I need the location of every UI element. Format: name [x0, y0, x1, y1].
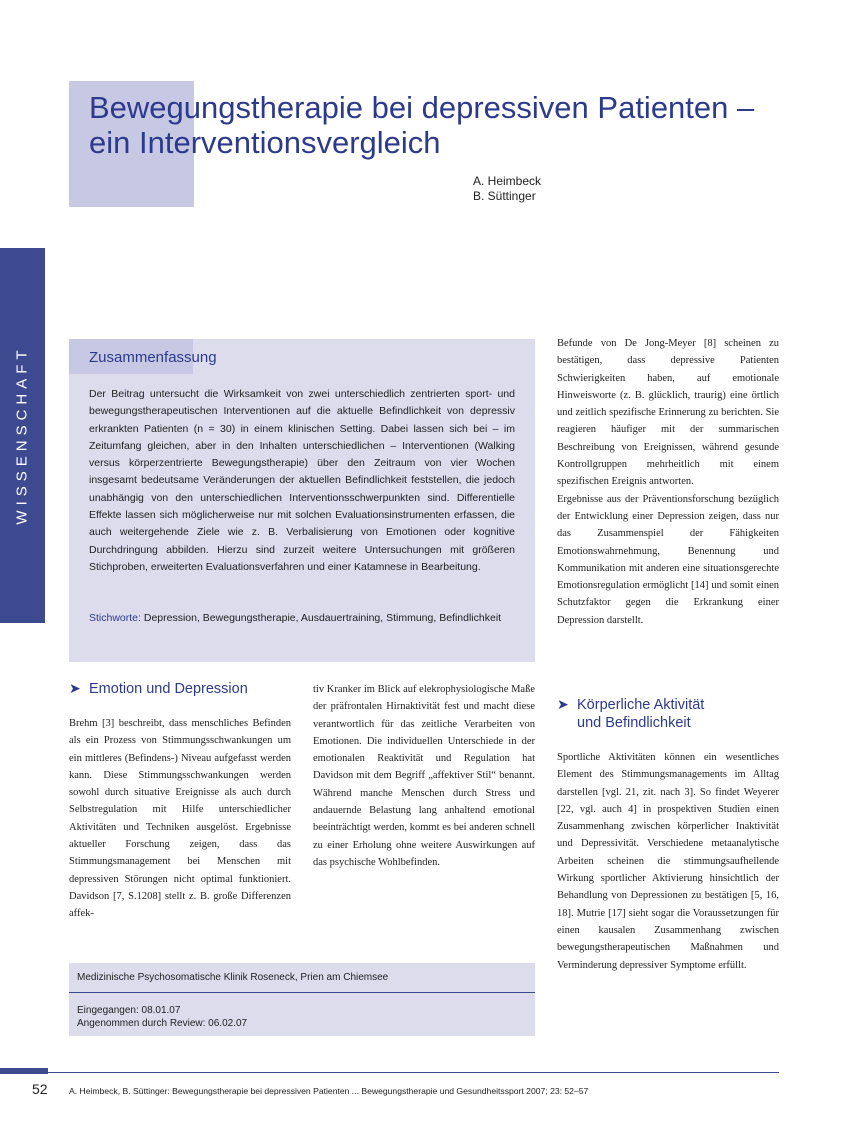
- footer-citation: A. Heimbeck, B. Süttinger: Bewegungstherapie bei depressiven Patienten ... Bewegungstherapie und Gesundheitssport 2007; 23: 52–57: [69, 1086, 589, 1096]
- body-column-3-bottom: Sportliche Aktivitäten können ein wesentliches Element des Stimmungsmanagements im Alltag darstellen [vgl. 21, zit. nach 3]. So findet Weyerer [22, vgl. auch 4] in prospektiven Studien einen Zusammenhang zwischen körperlicher Inaktivität und Depressivität. Verschiedene metaanalytische Arbeiten scheinen die stimmungsaufhellende Wirkung sportlicher Aktivierung hinsichtlich der Behandlung von Depressionen zu bestätigen [5, 16, 18]. Mutrie [17] sieht sogar die Voraussetzungen für einen kausalen Zusammenhang zwischen bewegungstherapeutischen Maßnahmen und Verminderung depressiver Symptome erfüllt.: [557, 752, 779, 971]
- affiliation-divider: [69, 992, 535, 993]
- abstract-heading: Zusammenfassung: [89, 349, 217, 366]
- section-heading-line-1: Körperliche Aktivität: [577, 697, 705, 713]
- section-heading-emotion: [69, 679, 299, 698]
- abstract-text: Der Beitrag untersucht die Wirksamkeit von zwei unterschiedlich zentrierten sport- und bewegungstherapeutischen Interventionen auf die aktuelle Befindlichkeit von depressiv erkrankten Patienten (n = 30) in einem klinischen Setting. Dabei lassen sich bei – im Zeitumfang gleichen, aber in den Inhalten unterschiedlichen – Interventionen (Walking versus körperzentrierte Bewegungstherapie) über den Zeitraum von vier Wochen insgesamt bedeutsame Veränderungen der aktuellen Befindlichkeit feststellen, die jedoch unabhängig von den unterschiedlichen Interventionsschwerpunkten sind. Differentielle Effekte lassen sich möglicherweise nur mit solchen Evaluationsinstrumenten erfassen, die auch weitergehende Ziele wie z. B. Verbalisierung von Emotionen oder kognitive Durchdringung abbilden. Hierzu sind zurzeit weitere Untersuchungen mit größeren Stichproben, erweiterten Evaluationsverfahren und einer Katamnese in Bearbeitung.: [89, 388, 515, 573]
- title-line-2: ein Interventionsvergleich: [89, 125, 441, 160]
- section-heading-line-2: und Befindlichkeit: [577, 715, 691, 731]
- keywords-label: Stichworte:: [89, 612, 141, 624]
- paragraph: Befunde von De Jong-Meyer [8] scheinen zu bestätigen, dass depressive Patienten Schwierigkeiten haben, auf emotionale Hinweisworte (z. B. glücklich, traurig) eine örtlich und zeitlich spezifische Erinnerung zu berichten. Sie reagieren häufiger mit der summarischen Beschreibung von Ereignissen, während gesunde Kontrollgruppen mehrheitlich mit einem spezifischen Ereignis antworten.: [557, 338, 779, 488]
- keywords-list: Depression, Bewegungstherapie, Ausdauertraining, Stimmung, Befindlichkeit: [143, 612, 502, 624]
- received-date: Eingegangen: 08.01.07: [77, 1005, 181, 1016]
- author-2: B. Süttinger: [473, 189, 536, 203]
- arrow-right-icon: ➤: [557, 696, 569, 712]
- paragraph: Ergebnisse aus der Präventionsforschung bezüglich der Entwicklung einer Depression zeigen, dass nur das Zusammenspiel der Fähigkeiten Emotionswahrnehmung, Benennung und Kommunikation mit anderen eine situationsgerechte Emotionsregulation ermöglicht [14] und somit einen Schutzfaktor gegen die Erkrankung einer Depression darstellt.: [557, 493, 779, 626]
- author-1: A. Heimbeck: [473, 174, 542, 188]
- title-line-1: Bewegungstherapie bei depressiven Patienten –: [89, 90, 755, 125]
- author-list: [473, 174, 541, 204]
- submission-dates: [77, 1004, 247, 1030]
- keywords: [89, 610, 515, 627]
- section-heading-activity: [557, 695, 782, 732]
- body-column-2: tiv Kranker im Blick auf elekrophysiologische Maße der präfrontalen Hirnaktivität fest und macht diese verantwortlich für das zeitliche Verarbeiten von Emotionen. Die individuellen Unterschiede in der emotionalen Reaktivität und Regulation hat Davidson mit dem Begriff „affektiver Stil“ benannt. Während manche Menschen durch Stress und andauernde Belastung lang anhaltend emotional beeinträchtigt werden, kommt es bei anderen schnell zu einer Erholung ohne weitere Auswirkungen auf das psychische Wohlbefinden.: [313, 684, 535, 868]
- side-tab-label: WISSENSCHAFT: [13, 345, 31, 525]
- accepted-date: Angenommen durch Review: 06.02.07: [77, 1018, 248, 1029]
- footer-accent-bar: [0, 1068, 48, 1074]
- page-number: 52: [32, 1081, 48, 1097]
- section-heading-text: Emotion und Depression: [89, 681, 248, 697]
- arrow-right-icon: ➤: [69, 680, 81, 696]
- body-column-1: Brehm [3] beschreibt, dass menschliches Befinden als ein Prozess von Stimmungsschwankungen um ein mittleres (Befindens-) Niveau aufgefasst werden kann. Diese Stimmungsschwankungen werden sowohl durch situative Ereignisse als auch durch Selbstregulation mit Hilfe unterschiedlicher Aktivitäten und Techniken ausgelöst. Ergebnisse aktueller Forschung zeigen, dass das Stimmungsmanagement bei Menschen mit depressiven Störungen nicht optimal funktioniert. Davidson [7, S.1208] stellt z. B. große Differenzen affek-: [69, 718, 291, 920]
- article-title: [89, 90, 809, 160]
- body-column-3-top: [557, 335, 779, 629]
- footer-rule: [48, 1072, 779, 1073]
- affiliation-institution: Medizinische Psychosomatische Klinik Roseneck, Prien am Chiemsee: [77, 972, 389, 983]
